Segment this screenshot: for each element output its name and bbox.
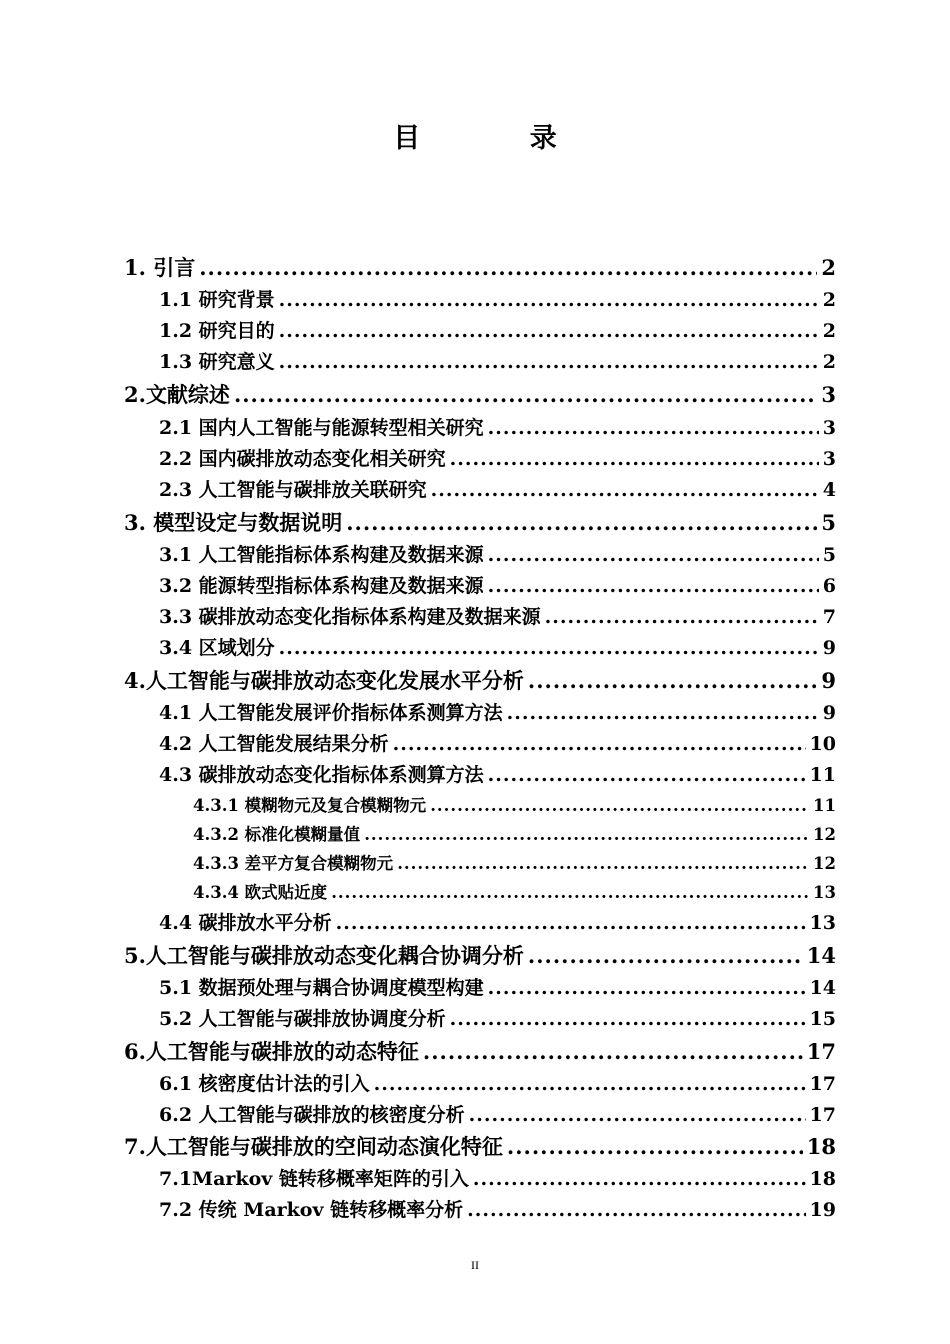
- toc-entry[interactable]: [159, 413, 836, 440]
- toc-leader-dots: [279, 320, 819, 342]
- toc-leader-dots: [507, 1134, 803, 1159]
- toc-entry-page: 5: [821, 510, 836, 535]
- toc-entry-label: 4.4 碳排放水平分析: [159, 912, 332, 934]
- toc-entry-page: 14: [806, 943, 836, 968]
- toc-entry-page: 19: [809, 1199, 836, 1221]
- toc-entry-label: 2.2 国内碳排放动态变化相关研究: [159, 448, 446, 470]
- toc-entry-page: 9: [822, 637, 836, 659]
- toc-entry[interactable]: [159, 347, 836, 374]
- toc-entry[interactable]: [193, 821, 836, 845]
- toc-entry-label: 1.1 研究背景: [159, 289, 275, 311]
- toc-entry[interactable]: [193, 792, 836, 816]
- toc-entry-page: 5: [822, 544, 836, 566]
- toc-entry-label: 4.人工智能与碳排放动态变化发展水平分析: [124, 668, 524, 693]
- toc-leader-dots: [397, 854, 809, 873]
- toc-entry[interactable]: [193, 850, 836, 874]
- toc-entry[interactable]: [124, 379, 836, 409]
- toc-entry-label: 4.3.3 差平方复合模糊物元: [193, 854, 394, 873]
- toc-entry[interactable]: [124, 1131, 836, 1161]
- toc-leader-dots: [467, 1199, 805, 1221]
- toc-entry-page: 7: [822, 606, 836, 628]
- toc-entry-page: 15: [809, 1008, 836, 1030]
- toc-leader-dots: [199, 255, 817, 280]
- toc-entry[interactable]: [159, 973, 836, 1000]
- toc-entry-label: 4.2 人工智能发展结果分析: [159, 733, 389, 755]
- toc-leader-dots: [488, 764, 806, 786]
- toc-leader-dots: [473, 1168, 806, 1190]
- toc-entry-label: 2.文献综述: [124, 382, 230, 407]
- toc-entry-page: 13: [813, 883, 836, 902]
- toc-entry-page: 17: [809, 1104, 836, 1126]
- toc-entry[interactable]: [159, 1069, 836, 1096]
- toc-entry-page: 10: [809, 733, 836, 755]
- toc-leader-dots: [431, 479, 819, 501]
- toc-entry[interactable]: [159, 285, 836, 312]
- toc-entry[interactable]: [124, 1036, 836, 1066]
- toc-entry[interactable]: [159, 1004, 836, 1031]
- toc-entry-page: 3: [821, 382, 836, 407]
- toc-entry[interactable]: [159, 316, 836, 343]
- toc-entry[interactable]: [159, 444, 836, 471]
- toc-leader-dots: [393, 733, 806, 755]
- toc-entry-label: 1. 引言: [124, 255, 196, 280]
- toc-entry[interactable]: [159, 540, 836, 567]
- toc-entry-label: 4.3 碳排放动态变化指标体系测算方法: [159, 764, 484, 786]
- toc-entry[interactable]: [159, 760, 836, 787]
- toc-entry[interactable]: [159, 1195, 836, 1222]
- toc-entry-page: 12: [813, 854, 836, 873]
- toc-entry[interactable]: [124, 665, 836, 695]
- toc-leader-dots: [346, 510, 817, 535]
- toc-leader-dots: [545, 606, 819, 628]
- toc-leader-dots: [364, 825, 809, 844]
- toc-entry-label: 4.3.4 欧式贴近度: [193, 883, 328, 902]
- toc-entry-label: 4.1 人工智能发展评价指标体系测算方法: [159, 702, 503, 724]
- toc-entry-label: 2.1 国内人工智能与能源转型相关研究: [159, 417, 484, 439]
- toc-entry-page: 11: [809, 764, 836, 786]
- toc-entry-page: 2: [822, 351, 836, 373]
- toc-entry[interactable]: [159, 698, 836, 725]
- toc-entry-label: 5.1 数据预处理与耦合协调度模型构建: [159, 977, 484, 999]
- toc-entry-page: 6: [822, 575, 836, 597]
- toc-entry-label: 1.3 研究意义: [159, 351, 275, 373]
- toc-leader-dots: [507, 702, 819, 724]
- toc-entry-page: 2: [822, 289, 836, 311]
- toc-entry-label: 4.3.1 模糊物元及复合模糊物元: [193, 796, 427, 815]
- toc-entry-page: 18: [809, 1168, 836, 1190]
- toc-entry-label: 6.1 核密度估计法的引入: [159, 1073, 370, 1095]
- page-number: II: [471, 1258, 479, 1272]
- toc-entry-page: 12: [813, 825, 836, 844]
- toc-entry-label: 3.1 人工智能指标体系构建及数据来源: [159, 544, 484, 566]
- toc-entry-page: 17: [809, 1073, 836, 1095]
- toc-entry-label: 1.2 研究目的: [159, 320, 275, 342]
- toc-leader-dots: [450, 448, 819, 470]
- toc-entry[interactable]: [159, 1164, 836, 1191]
- toc-entry-label: 7.1Markov 链转移概率矩阵的引入: [159, 1168, 469, 1190]
- toc-entry-label: 3.4 区域划分: [159, 637, 275, 659]
- toc-leader-dots: [450, 1008, 806, 1030]
- toc-leader-dots: [279, 351, 819, 373]
- toc-leader-dots: [488, 544, 819, 566]
- toc-entry-page: 13: [809, 912, 836, 934]
- toc-entry-page: 17: [806, 1039, 836, 1064]
- toc-entry[interactable]: [159, 571, 836, 598]
- toc-entry[interactable]: [159, 633, 836, 660]
- toc-leader-dots: [528, 943, 803, 968]
- page-title: 目 录: [393, 123, 607, 154]
- toc-leader-dots: [469, 1104, 806, 1126]
- toc-entry-page: 2: [821, 255, 836, 280]
- toc-entry-label: 2.3 人工智能与碳排放关联研究: [159, 479, 427, 501]
- toc-entry[interactable]: [159, 1100, 836, 1127]
- toc-entry-label: 7.人工智能与碳排放的空间动态演化特征: [124, 1134, 503, 1159]
- toc-leader-dots: [336, 912, 806, 934]
- toc-entry[interactable]: [124, 252, 836, 282]
- toc-entry-label: 3.3 碳排放动态变化指标体系构建及数据来源: [159, 606, 541, 628]
- toc-leader-dots: [331, 883, 809, 902]
- toc-entry-label: 4.3.2 标准化模糊量值: [193, 825, 361, 844]
- toc-entry-label: 5.2 人工智能与碳排放协调度分析: [159, 1008, 446, 1030]
- toc-entry-page: 14: [809, 977, 836, 999]
- toc-entry-label: 3.2 能源转型指标体系构建及数据来源: [159, 575, 484, 597]
- toc-entry-page: 2: [822, 320, 836, 342]
- toc-entry-page: 11: [813, 796, 836, 815]
- toc-leader-dots: [430, 796, 809, 815]
- toc-entry-page: 3: [822, 417, 836, 439]
- toc-leader-dots: [423, 1039, 803, 1064]
- toc-leader-dots: [279, 637, 819, 659]
- toc-leader-dots: [488, 575, 819, 597]
- toc-entry[interactable]: [159, 602, 836, 629]
- toc-entry-label: 6.2 人工智能与碳排放的核密度分析: [159, 1104, 465, 1126]
- toc-leader-dots: [488, 417, 819, 439]
- toc-entry-label: 3. 模型设定与数据说明: [124, 510, 343, 535]
- toc-leader-dots: [234, 382, 817, 407]
- toc-entry-page: 4: [822, 479, 836, 501]
- toc-leader-dots: [374, 1073, 806, 1095]
- toc-entry[interactable]: [193, 879, 836, 903]
- toc-leader-dots: [528, 668, 817, 693]
- toc-leader-dots: [488, 977, 806, 999]
- toc-entry-label: 7.2 传统 Markov 链转移概率分析: [159, 1199, 464, 1221]
- toc-entry-page: 3: [822, 448, 836, 470]
- toc-entry-page: 9: [821, 668, 836, 693]
- toc-entry-page: 18: [806, 1134, 836, 1159]
- toc-entry[interactable]: [159, 475, 836, 502]
- toc-entry[interactable]: [159, 908, 836, 935]
- toc-entry[interactable]: [124, 507, 836, 537]
- toc-entry-label: 5.人工智能与碳排放动态变化耦合协调分析: [124, 943, 524, 968]
- toc-entry[interactable]: [124, 940, 836, 970]
- toc-entry-page: 9: [822, 702, 836, 724]
- toc-leader-dots: [279, 289, 819, 311]
- toc-entry-label: 6.人工智能与碳排放的动态特征: [124, 1039, 419, 1064]
- toc-entry[interactable]: [159, 729, 836, 756]
